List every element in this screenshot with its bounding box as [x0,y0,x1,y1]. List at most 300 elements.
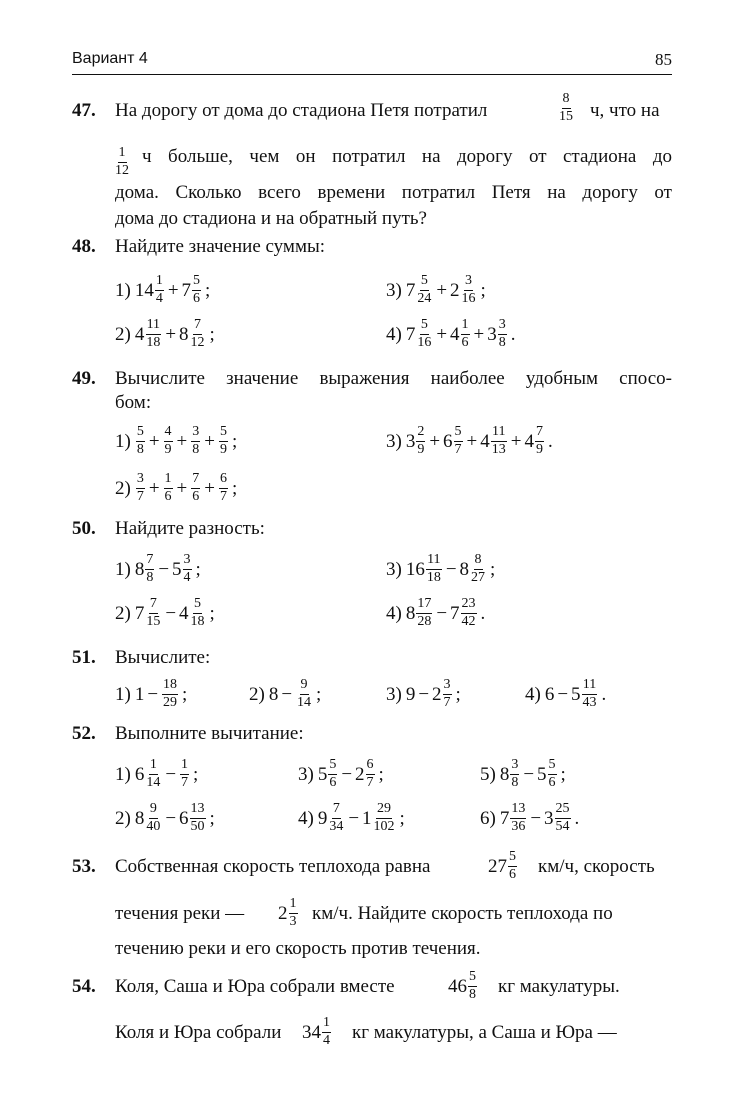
problem-number: 51. [72,647,96,668]
punctuation: . [510,323,516,345]
problem-text: бом: [115,392,152,413]
denominator: 8 [511,774,519,790]
fraction [535,425,544,457]
expression-item [115,678,190,710]
expression-item [115,274,213,306]
whole-part: 3 [544,807,554,829]
item-label: 3) [386,683,402,705]
numerator: 9 [149,802,158,819]
fraction [328,802,344,834]
denominator: 18 [146,334,161,350]
numerator: 23 [461,597,477,614]
numerator: 8 [474,553,483,570]
item-label: 1) [115,430,131,452]
expression-item [480,802,582,834]
whole-part: 8 [134,807,145,829]
whole-part: 5 [571,683,581,705]
denominator: 7 [454,441,462,457]
expression-item [386,425,556,457]
problem-text: км/ч. Найдите скорость теплохода по [312,903,613,924]
operator: + [466,430,478,452]
problem-text: км/ч, скорость [538,856,655,877]
variant-title: Вариант 4 [72,50,148,67]
fraction [461,318,470,350]
problem-text: кг макулатуры. [498,976,620,997]
operator: + [510,430,522,452]
fraction [582,678,598,710]
denominator: 6 [192,488,200,504]
denominator: 7 [219,488,227,504]
punctuation: ; [231,477,238,499]
fraction [155,274,164,306]
fraction [510,802,526,834]
whole-part: 2 [355,763,365,785]
fraction [443,678,452,710]
punctuation: ; [209,602,215,624]
denominator: 14 [146,774,161,790]
denominator: 7 [181,774,189,790]
item-label: 1) [115,558,131,580]
fraction [470,553,486,585]
item-label: 4) [386,602,402,624]
mixed-number: 34 $\frac{1}{4}$ [302,1015,330,1048]
item-label: 2) [115,477,131,499]
problem-number: 50. [72,518,96,539]
whole-part: 9 [317,807,328,829]
whole-part: 7 [450,602,460,624]
mixed-number: 2 $\frac{1}{3}$ [278,896,297,929]
denominator: 15 [146,613,161,629]
numerator: 5 [328,758,337,775]
operator: + [148,477,160,499]
whole-part: 5 [537,763,547,785]
numerator: 1 [164,472,173,489]
numerator: 5 [219,425,228,442]
numerator: 5 [548,758,557,775]
item-label: 3) [386,558,402,580]
denominator: 12 [190,334,205,350]
whole-part: 7 [405,323,416,345]
page-number: 85 [655,50,672,69]
item-label: 2) [115,807,131,829]
operator: + [204,477,215,499]
numerator: 5 [420,318,429,335]
fraction [190,802,206,834]
punctuation: ; [231,430,238,452]
whole-part: 4 [134,323,145,345]
fraction [145,758,161,790]
expression-item [525,678,609,710]
fraction [190,318,206,350]
whole-part: 6 [443,430,453,452]
fraction [296,678,312,710]
problem-text: ч больше, чем он потратил на дорогу от стадиона до [142,146,672,167]
numerator: 3 [464,274,473,291]
operator: + [429,430,441,452]
punctuation: ; [195,558,201,580]
denominator: 13 [491,441,506,457]
numerator: 3 [498,318,507,335]
numerator: 11 [491,425,506,442]
operator: + [436,323,448,345]
item-label: 2) [115,602,131,624]
fraction [145,597,161,629]
expression-item [386,553,498,585]
whole-part: 8 [134,558,145,580]
denominator: 9 [219,441,227,457]
punctuation: ; [560,763,566,785]
fraction [192,274,201,306]
operator: − [418,683,430,705]
expression-item [115,318,218,350]
denominator: 8 [136,441,144,457]
denominator: 102 [373,818,395,834]
denominator: 7 [136,488,144,504]
numerator: 7 [149,597,158,614]
numerator: 18 [162,678,178,695]
numerator: 5 [136,425,145,442]
numerator: 9 [300,678,309,695]
whole-part: 4 [179,602,189,624]
whole-part: 6 [134,763,145,785]
expression-item [249,678,324,710]
fraction [136,425,145,457]
fraction [416,274,432,306]
punctuation: ; [182,683,188,705]
fraction [183,553,192,585]
numerator: 3 [183,553,192,570]
numerator: 3 [443,678,452,695]
expression-item [386,597,488,629]
fraction [366,758,375,790]
operator: − [158,558,170,580]
numerator: 6 [219,472,228,489]
denominator: 9 [417,441,425,457]
denominator: 54 [555,818,570,834]
item-label: 4) [525,683,541,705]
operator: + [473,323,485,345]
fraction [548,758,557,790]
punctuation: ; [399,807,405,829]
expression-item [386,318,519,350]
fraction [164,425,173,457]
punctuation: ; [490,558,496,580]
numerator: 5 [193,597,202,614]
item-label: 3) [386,430,402,452]
fraction [454,425,463,457]
numerator: 11 [426,553,441,570]
punctuation: ; [455,683,461,705]
fraction [491,425,507,457]
punctuation: ; [193,763,199,785]
punctuation: ; [209,323,215,345]
denominator: 42 [461,613,476,629]
numerator: 1 [461,318,470,335]
numerator: 5 [454,425,463,442]
numerator: 17 [416,597,432,614]
denominator: 43 [582,694,597,710]
item-label: 3) [298,763,314,785]
numerator: 29 [376,802,392,819]
problem-text: течению реки и его скорость против течения. [115,938,481,959]
fraction [191,472,200,504]
denominator: 7 [366,774,374,790]
denominator: 18 [426,569,441,585]
problem-number: 52. [72,723,96,744]
fraction [426,553,442,585]
denominator: 8 [192,441,200,457]
fraction: $\frac{8}{15}$ [559,91,573,124]
punctuation: . [480,602,486,624]
denominator: 6 [548,774,556,790]
punctuation: . [547,430,553,452]
problem-number: 53. [72,856,96,877]
fraction [510,758,519,790]
denominator: 6 [193,290,201,306]
denominator: 28 [417,613,432,629]
numerator: 3 [136,472,145,489]
denominator: 9 [164,441,172,457]
item-label: 2) [249,683,265,705]
expression-item [115,553,204,585]
item-label: 1) [115,763,131,785]
denominator: 14 [297,694,312,710]
expression-item [298,758,387,790]
denominator: 8 [146,569,154,585]
whole-part: 8 [405,602,416,624]
problem-number: 49. [72,368,96,389]
fraction [145,553,154,585]
denominator: 34 [329,818,344,834]
fraction [219,472,228,504]
whole-part: 6 [544,683,555,705]
numerator: 1 [180,758,189,775]
expression-item [115,472,240,504]
whole-part: 2 [432,683,442,705]
expression-item [386,678,464,710]
operator: − [557,683,569,705]
numerator: 3 [510,758,519,775]
fraction [416,318,432,350]
problem-text: Вычислите: [115,647,211,668]
problem-text: Коля, Саша и Юра собрали вместе [115,976,395,997]
item-label: 4) [298,807,314,829]
problem-text: дома. Сколько всего времени потратил Петя на дорогу от [115,182,672,203]
mixed-number: 27 $\frac{5}{6}$ [488,849,516,882]
denominator: 6 [329,774,337,790]
operator: − [165,807,177,829]
item-label: 4) [386,323,402,345]
numerator: 11 [582,678,597,695]
numerator: 25 [555,802,571,819]
operator: + [176,477,188,499]
header-rule [72,74,672,75]
fraction [145,802,161,834]
whole-part: 3 [487,323,497,345]
whole-part: 5 [317,763,328,785]
whole-part: 8 [268,683,279,705]
denominator: 29 [163,694,178,710]
punctuation: ; [480,279,486,301]
denominator: 4 [155,290,163,306]
item-label: 2) [115,323,131,345]
whole-part: 7 [134,602,145,624]
item-label: 3) [386,279,402,301]
denominator: 6 [461,334,469,350]
expression-item [480,758,569,790]
problem-text: дома до стадиона и на обратный путь? [115,208,427,229]
whole-part: 14 [134,279,154,301]
whole-part: 1 [134,683,145,705]
numerator: 6 [366,758,375,775]
denominator: 27 [471,569,486,585]
item-label: 1) [115,683,131,705]
whole-part: 4 [450,323,460,345]
denominator: 9 [535,441,543,457]
fraction [164,472,173,504]
problem-text: Вычислите значение выражения наиболее удобным спосо- [115,368,672,389]
expression-item [115,758,201,790]
fraction [416,425,425,457]
fraction [190,597,206,629]
whole-part: 8 [179,323,189,345]
punctuation: ; [205,279,211,301]
denominator: 6 [164,488,172,504]
operator: − [281,683,293,705]
fraction [461,274,477,306]
problem-number: 54. [72,976,96,997]
punctuation: ; [209,807,215,829]
mixed-number: 46 $\frac{5}{8}$ [448,969,476,1002]
numerator: 13 [190,802,206,819]
denominator: 50 [190,818,205,834]
numerator: 7 [332,802,341,819]
fraction [328,758,337,790]
fraction [191,425,200,457]
problem-text: Коля и Юра собрали [115,1022,282,1043]
whole-part: 3 [405,430,416,452]
whole-part: 16 [405,558,425,580]
whole-part: 6 [179,807,189,829]
numerator: 7 [535,425,544,442]
operator: − [165,763,177,785]
whole-part: 1 [362,807,372,829]
numerator: 5 [420,274,429,291]
punctuation: ; [378,763,384,785]
fraction [162,678,178,710]
numerator: 1 [149,758,158,775]
problem-text: кг макулатуры, а Саша и Юра — [352,1022,617,1043]
fraction [555,802,571,834]
whole-part: 9 [405,683,416,705]
whole-part: 4 [480,430,490,452]
problem-text: Выполните вычитание: [115,723,304,744]
denominator: 16 [417,334,432,350]
numerator: 7 [193,318,202,335]
denominator: 16 [461,290,476,306]
fraction [180,758,189,790]
punctuation: . [601,683,607,705]
operator: − [436,602,448,624]
punctuation: . [574,807,580,829]
operator: + [436,279,448,301]
problem-text: Собственная скорость теплохода равна [115,856,431,877]
problem-text: ч, что на [590,100,660,121]
operator: − [445,558,457,580]
operator: − [523,763,535,785]
problem-text: течения реки — [115,903,245,924]
operator: + [148,430,160,452]
whole-part: 5 [172,558,182,580]
operator: − [530,807,542,829]
numerator: 4 [164,425,173,442]
numerator: 2 [416,425,425,442]
denominator: 40 [146,818,161,834]
operator: − [147,683,159,705]
punctuation: ; [316,683,322,705]
fraction [373,802,396,834]
numerator: 5 [192,274,201,291]
problem-text: На дорогу от дома до стадиона Петя потратил [115,100,488,121]
whole-part: 2 [450,279,460,301]
item-label: 5) [480,763,496,785]
numerator: 3 [191,425,200,442]
whole-part: 8 [499,763,510,785]
denominator: 18 [190,613,205,629]
operator: + [167,279,179,301]
operator: + [176,430,188,452]
numerator: 1 [155,274,164,291]
problem-text: Найдите разность: [115,518,265,539]
problem-number: 48. [72,236,96,257]
whole-part: 7 [181,279,192,301]
fraction: $\frac{1}{12}$ [115,145,129,178]
whole-part: 8 [459,558,470,580]
denominator: 36 [511,818,526,834]
expression-item [298,802,408,834]
fraction [461,597,477,629]
item-label: 6) [480,807,496,829]
operator: − [348,807,360,829]
fraction [136,472,145,504]
numerator: 7 [145,553,154,570]
operator: − [165,602,177,624]
item-label: 1) [115,279,131,301]
problem-text: Найдите значение суммы: [115,236,326,257]
operator: + [165,323,177,345]
expression-item [386,274,489,306]
whole-part: 7 [499,807,510,829]
denominator: 4 [183,569,191,585]
fraction [416,597,432,629]
whole-part: 7 [405,279,416,301]
denominator: 24 [417,290,432,306]
operator: − [341,763,353,785]
whole-part: 4 [524,430,534,452]
expression-item [115,802,218,834]
numerator: 11 [146,318,161,335]
numerator: 13 [510,802,526,819]
problem-number: 47. [72,100,96,121]
operator: + [204,430,215,452]
denominator: 7 [443,694,451,710]
fraction [498,318,507,350]
expression-item [115,425,240,457]
page-header [72,50,672,72]
fraction [145,318,161,350]
denominator: 8 [498,334,506,350]
fraction [219,425,228,457]
